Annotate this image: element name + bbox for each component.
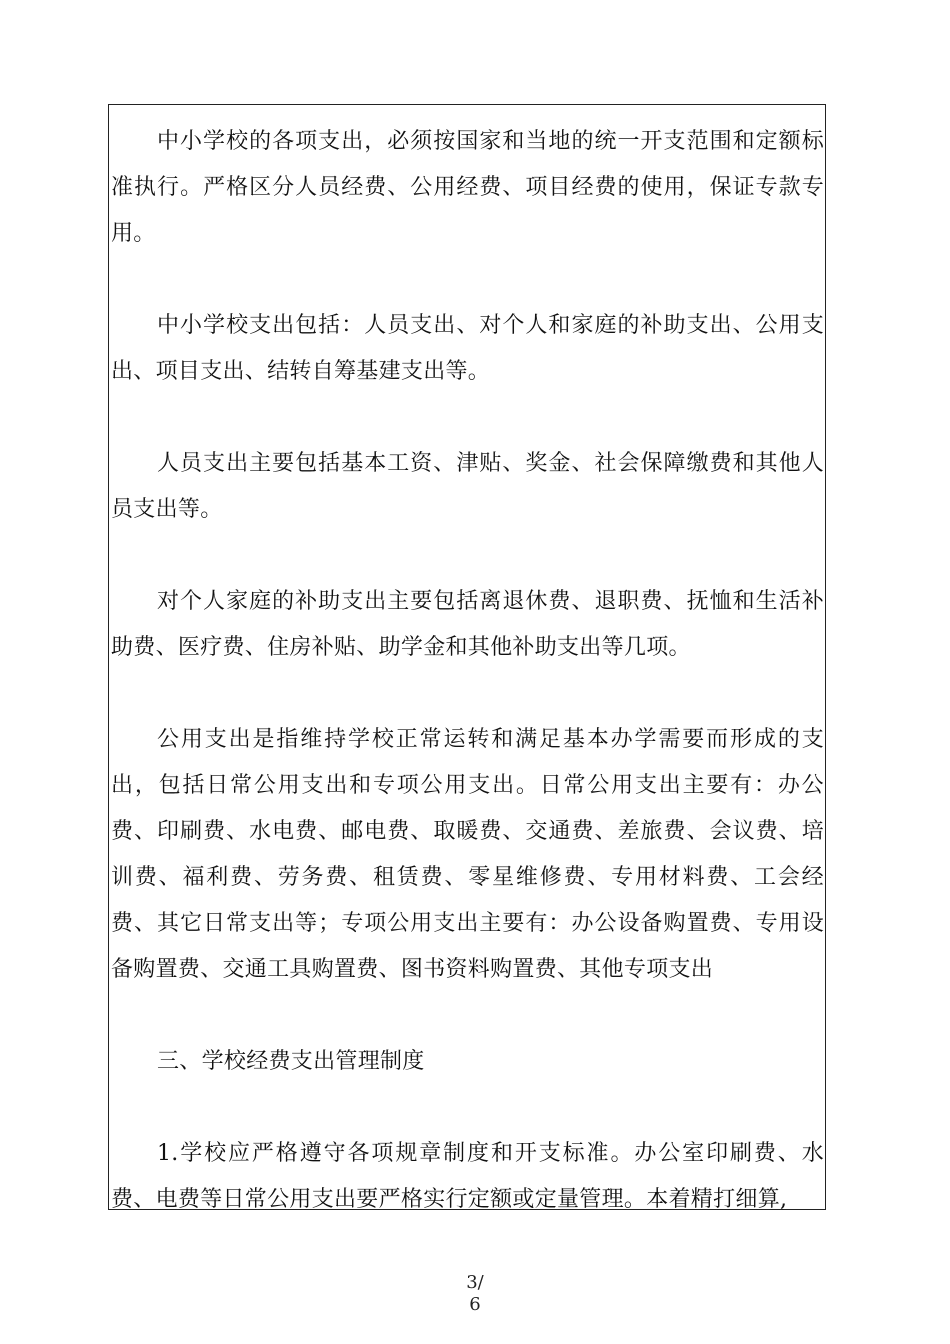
paragraph-expenditure-scope: 中小学校支出包括：人员支出、对个人和家庭的补助支出、公用支出、项目支出、结转自筹基建支出等。 xyxy=(111,313,824,384)
page-number-line-1: 3/ xyxy=(466,1272,484,1293)
paragraph-family-subsidy: 对个人家庭的补助支出主要包括离退休费、退职费、抚恤和生活补助费、医疗费、住房补贴、助学金和其他补助支出等几项。 xyxy=(111,589,824,660)
paragraph-public-expenditure: 公用支出是指维持学校正常运转和满足基本办学需要而形成的支出，包括日常公用支出和专项公用支出。日常公用支出主要有：办公费、印刷费、水电费、邮电费、取暖费、交通费、差旅费、会议费、培训费、福利费、劳务费、租赁费、零星维修费、专用材料费、工会经费、其它日常支出等；专项公用支出主要有：办公设备购置费、专用设备购置费、交通工具购置费、图书资料购置费、其他专项支出 xyxy=(111,727,824,982)
paragraph-rule-1: 1.学校应严格遵守各项规章制度和开支标准。办公室印刷费、水费、电费等日常公用支出要严格实行定额或定量管理。本着精打细算, xyxy=(111,1141,824,1210)
document-body xyxy=(109,105,825,1210)
paragraph-personnel-expenditure: 人员支出主要包括基本工资、津贴、奖金、社会保障缴费和其他人员支出等。 xyxy=(111,451,824,522)
page-number-line-2: 6 xyxy=(469,1294,481,1315)
document-frame xyxy=(108,104,826,1210)
paragraph-expenditure-principle: 中小学校的各项支出，必须按国家和当地的统一开支范围和定额标准执行。严格区分人员经费、公用经费、项目经费的使用，保证专款专用。 xyxy=(111,129,824,246)
section-heading-management-system: 三、学校经费支出管理制度 xyxy=(157,1049,425,1074)
page-number xyxy=(0,1272,950,1316)
